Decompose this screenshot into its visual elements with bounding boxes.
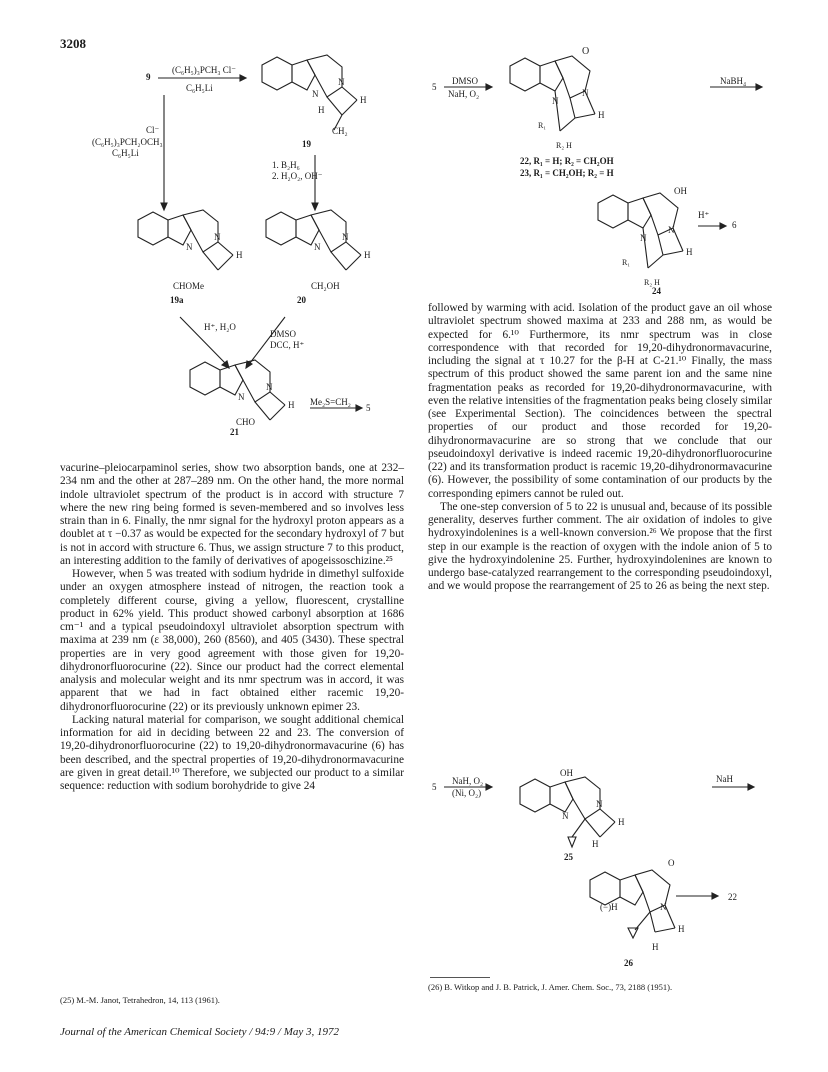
ch2oh-label: CH₂OH: [311, 281, 340, 291]
svg-text:R₁: R₁: [622, 258, 631, 267]
svg-text:H: H: [598, 110, 605, 120]
reagent-nah-o2: NaH, O₂: [448, 89, 480, 99]
product-5-label: 5: [366, 403, 371, 413]
svg-text:N: N: [314, 242, 321, 252]
svg-text:N: N: [214, 232, 221, 242]
line-23: 23, R₁ = CH₂OH; R₂ = H: [520, 168, 614, 178]
reagent-top-1: (C₆H₅)₃PCH₃ Cl⁻: [172, 65, 237, 75]
footnote-26: (26) B. Witkop and J. B. Patrick, J. Amer. Chem. Soc., 73, 2188 (1951).: [428, 982, 673, 992]
structure-25: [520, 777, 625, 849]
cho-label: CHO: [236, 417, 256, 427]
minus-h-label: (−)H: [600, 902, 618, 912]
compound-22-product: 22: [728, 892, 737, 902]
svg-text:N: N: [596, 799, 603, 809]
oh-label-25: OH: [560, 768, 573, 778]
reagent-dmso-2: DCC, H⁺: [270, 340, 305, 350]
compound-25-label: 25: [564, 852, 573, 862]
reagent-bh-2: 2. H₂O₂, OH⁻: [272, 171, 323, 181]
scheme-left: [60, 55, 400, 455]
svg-text:N: N: [562, 811, 569, 821]
left-paragraph-2: However, when 5 was treated with sodium hydride in dimethyl sulfoxide under an oxygen atmosphere instead of nitrogen, the reaction took a completely different course, giving a yellow, fluorescent, crystalline product in 62% yield. This product showed carbonyl absorption at 1686 cm⁻¹ and a typical pseudoindoxyl ultraviolet absorption spectrum with maxima at 239 nm (ε 38,000), 260 (8560), and 405 (3430). These spectral properties are in very good agreement with those given for 19,20-dihydronorfluorocurine (22). Since our product had the correct elemental analysis and molecular weight and its nmr spectrum was in accord, it was apparent that we had in fact obtained either racemic 19,20-dihydronorfluorocurine (22) or its previously unknown epimer 23.: [60, 568, 404, 713]
page-number: 3208: [60, 36, 86, 51]
svg-text:R₂ H: R₂ H: [556, 141, 572, 150]
scheme-left-drawing: [60, 55, 400, 455]
structure-19: [262, 55, 367, 130]
svg-text:H: H: [288, 400, 295, 410]
left-paragraph-3: Lacking natural material for comparison, we sought additional chemical information for aid in deciding between 22 and 23. The conversion of 19,20-dihydronorfluorocurine (22) to 19,20-dihydronormavacurine (6) has been described, and the spectral properties of 19,20-dihydronormavacurine are given in great detail.¹⁰ Therefore, we subjected our product to a similar sequence: reduction with sodium borohydride to give 24: [60, 713, 404, 792]
svg-text:H: H: [364, 250, 371, 260]
reagent-ni-o2: (Ni, O₂): [452, 788, 482, 798]
oh-label: OH: [674, 186, 687, 196]
line-22: 22, R₁ = H; R₂ = CH₂OH: [520, 156, 614, 166]
svg-text:N: N: [582, 88, 589, 98]
structure-22-23: [510, 46, 605, 150]
journal-footer: Journal of the American Chemical Society / 94:9 / May 3, 1972: [60, 1026, 340, 1038]
reagent-top-2: C₆H₅Li: [186, 83, 213, 93]
h-plus-label: H⁺: [698, 210, 710, 220]
compound-21-label: 21: [230, 427, 239, 437]
structure-26: [590, 870, 685, 952]
reagent-bh-1: 1. B₂H₆: [272, 160, 300, 170]
reagent-side-3: C₆H₅Li: [112, 148, 139, 158]
svg-text:H: H: [236, 250, 243, 260]
compound-19-label: 19: [302, 139, 311, 149]
svg-text:N: N: [552, 96, 559, 106]
scheme-right-top-drawing: [430, 48, 770, 298]
compound-9-label: 9: [146, 72, 151, 82]
svg-text:H: H: [618, 817, 625, 827]
ch2-label: CH₂: [332, 126, 348, 136]
footnote-25: (25) M.-M. Janot, Tetrahedron, 14, 113 (1961).: [60, 995, 220, 1005]
left-column: [60, 462, 404, 793]
scheme-right-bottom-drawing: [430, 772, 770, 972]
svg-text:H: H: [360, 95, 367, 105]
scheme-right-top: [430, 48, 770, 298]
svg-text:N: N: [186, 242, 193, 252]
scheme-right-bottom: [430, 768, 770, 972]
svg-text:H: H: [686, 247, 693, 257]
structure-24: [598, 193, 693, 287]
svg-text:O: O: [582, 46, 590, 57]
structure-20: [266, 210, 371, 270]
reagent-dmso-1: DMSO: [270, 329, 297, 339]
compound-19a-label: 19a: [170, 295, 184, 305]
right-paragraph-1: followed by warming with acid. Isolation of the product gave an oil whose ultraviolet spectrum showed maxima at 233 and 288 nm, as would be expected for 6.¹⁰ Furthermore, its nmr spectrum was in close correspondence with that recorded for 19,20-dihydronormavacurine, including the signal at τ 10.27 for the β-H at C-21.¹⁰ Finally, the mass spectrum of this product showed the same parent ion and the same nine fragmentation peaks as recorded for 19,20-dihydronormavacurine, with even the relative intensities of the fragmentation peaks being closely similar (see Experimental Section). The coincidences between the spectral properties of our product and those recorded for 19,20-dihydronormavacurine are so strong that we conclude that our pseudoindoxyl derivative is indeed racemic 19,20-dihydronorfluorocurine (22) and its transformation product is racemic 19,20-dihydronormavacurine (6). However, the possibility of some contamination of our products by the corresponding epimers cannot be ruled out.: [428, 302, 772, 500]
chome-label: CHOMe: [173, 281, 204, 291]
compound-24-label: 24: [652, 286, 661, 296]
svg-text:N: N: [338, 77, 345, 87]
reagent-nah-b: NaH: [716, 774, 733, 784]
svg-text:H: H: [318, 105, 325, 115]
svg-text:N: N: [640, 233, 647, 243]
compound-5-label: 5: [432, 82, 437, 92]
svg-text:N: N: [342, 232, 349, 242]
reagent-nabh4: NaBH₄: [720, 76, 747, 86]
svg-text:N: N: [668, 225, 675, 235]
product-6-label: 6: [732, 220, 737, 230]
compound-5-start: 5: [432, 782, 437, 792]
reagent-acid: H⁺, H₂O: [204, 322, 236, 332]
svg-text:H: H: [652, 942, 659, 952]
svg-text:N: N: [238, 392, 245, 402]
left-paragraph-1: vacurine–pleiocarpaminol series, show two absorption bands, one at 232–234 nm and the other at 287–289 nm. On the other hand, the more normal indole ultraviolet spectrum of the product is in accord with structure 7 where the new ring being formed is seven-membered and so involves less strain than in 6. Finally, the nmr signal for the hydroxyl proton appears as a doublet at τ −0.37 as would be expected for the secondary hydroxyl of 7 but is not in accord with structure 6. Thus, we assign structure 7 to this product, an interesting addition to the family of derivatives of apogeissoschizine.²⁵: [60, 462, 404, 567]
reagent-side-1: Cl⁻: [146, 125, 160, 135]
footnote-rule: [430, 977, 490, 978]
right-column: [428, 302, 772, 594]
svg-text:H: H: [678, 924, 685, 934]
svg-text:R₂ H: R₂ H: [644, 278, 660, 287]
svg-text:H: H: [592, 839, 599, 849]
reagent-dmso: DMSO: [452, 76, 479, 86]
svg-text:N: N: [266, 382, 273, 392]
svg-text:N: N: [660, 902, 667, 912]
reagent-nah-o2-b: NaH, O₂: [452, 776, 484, 786]
structure-21: [190, 360, 295, 420]
right-paragraph-2: The one-step conversion of 5 to 22 is unusual and, because of its possible generality, deserves further comment. The air oxidation of indoles to give hydroxyindolenines is a well-known conversion.²⁶ We propose that the first step in our example is the reaction of oxygen with the indole anion of 5 to give the hydroxyindolenine 25. Further, hydroxyindolenines are known to undergo base-catalyzed rearrangement to the corresponding pseudoindoxyl, and we would propose the rearrangement of 25 to 26 as being the next step.: [428, 500, 772, 593]
compound-26-label: 26: [624, 958, 633, 968]
svg-text:R₁: R₁: [538, 121, 547, 130]
reagent-side-2: (C₆H₅)₃PCH₂OCH₃: [92, 137, 163, 147]
svg-text:N: N: [312, 89, 319, 99]
reagent-ylide: Me₂S=CH₂: [310, 397, 351, 407]
compound-20-label: 20: [297, 295, 306, 305]
structure-19a: [138, 210, 243, 270]
o-label-26: O: [668, 858, 675, 868]
